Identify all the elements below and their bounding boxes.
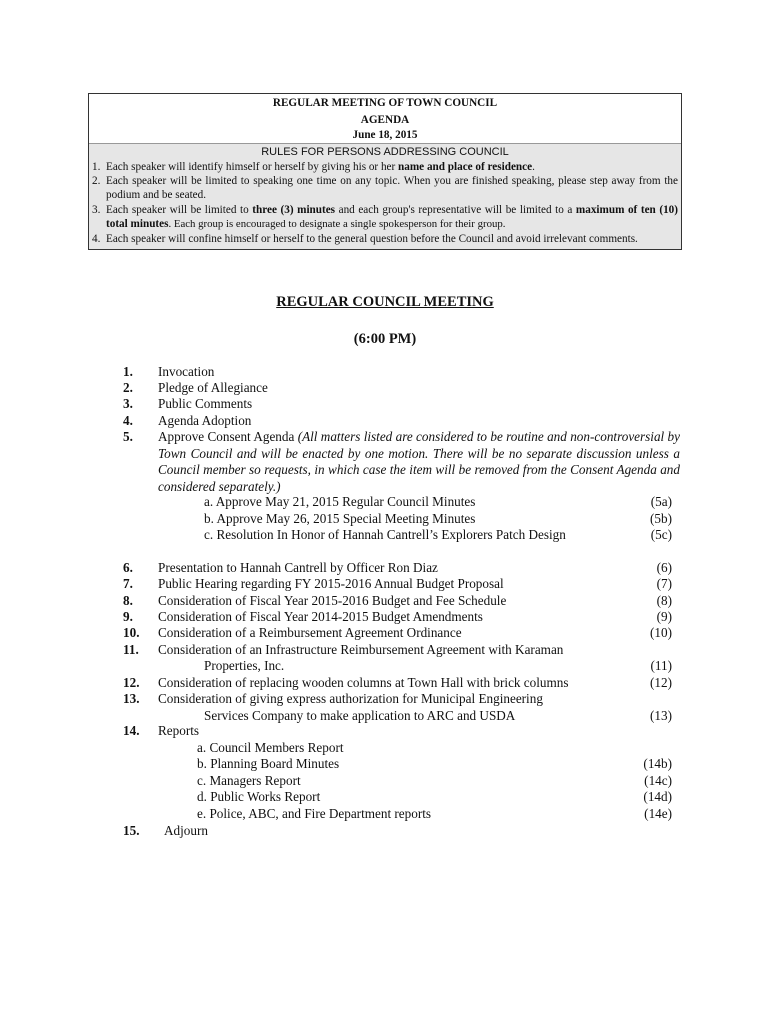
rules-title: RULES FOR PERSONS ADDRESSING COUNCIL xyxy=(261,146,509,159)
agenda-item: 11. Consideration of an Infrastructure Reimbursement Agreement with Karaman xyxy=(123,642,564,657)
agenda-item: 9. Consideration of Fiscal Year 2014-2015 Budget Amendments (9) xyxy=(123,609,672,624)
rule-item: 2. Each speaker will be limited to speaking one time on any topic. When you are finished speaking, please step away from the podium and be seated. xyxy=(92,175,678,202)
consent-note: (All matters listed are considered to be routine and non-controversial by Town Council and will be enacted by one motion. There will be no separate discussion unless a Council member so requests, in which case the item will be removed from the Consent Agenda and considered separately.) xyxy=(158,429,681,494)
rule-item: 3. Each speaker will be limited to three (3) minutes and each group's representative will be limited to a maximum of ten (10) total minutes. Each group is encouraged to designate a single spokesperson for their group. xyxy=(92,203,678,231)
sub-item: a. Approve May 21, 2015 Regular Council Minutes (5a) xyxy=(204,494,672,509)
sub-item: b. Approve May 26, 2015 Special Meeting Minutes (5b) xyxy=(204,511,672,526)
meeting-title: REGULAR COUNCIL MEETING xyxy=(276,294,494,310)
agenda-label: AGENDA xyxy=(360,114,410,127)
agenda-item: 4. Agenda Adoption xyxy=(123,413,252,428)
agenda-item: 3. Public Comments xyxy=(123,396,253,411)
agenda-item: 14. Reports xyxy=(123,723,200,738)
agenda-item-continued: Services Company to make application to ARC and USDA (13) xyxy=(204,708,672,723)
sub-item: b. Planning Board Minutes (14b) xyxy=(197,756,672,771)
rule-item: 1. Each speaker will identify himself or herself by giving his or her name and place of residence. xyxy=(92,160,535,173)
agenda-item: 15. Adjourn xyxy=(123,823,208,838)
agenda-item: 2. Pledge of Allegiance xyxy=(123,380,268,395)
sub-item: e. Police, ABC, and Fire Department reports (14e) xyxy=(197,806,672,821)
agenda-item: 12. Consideration of replacing wooden columns at Town Hall with brick columns (12) xyxy=(123,675,672,690)
rule-item: 4. Each speaker will confine himself or herself to the general question before the Council and avoid irrelevant comments. xyxy=(92,232,638,245)
agenda-item-continued: Properties, Inc. (11) xyxy=(204,658,672,673)
meeting-date: June 18, 2015 xyxy=(352,128,418,141)
agenda-item: 8. Consideration of Fiscal Year 2015-2016 Budget and Fee Schedule (8) xyxy=(123,593,672,608)
rules-header xyxy=(89,94,681,143)
agenda-item: 10. Consideration of a Reimbursement Agreement Ordinance (10) xyxy=(123,625,672,640)
rules-section xyxy=(89,143,681,249)
agenda-item: 6. Presentation to Hannah Cantrell by Officer Ron Diaz (6) xyxy=(123,560,672,575)
sub-item: c. Resolution In Honor of Hannah Cantrell’s Explorers Patch Design (5c) xyxy=(204,527,672,542)
sub-item: c. Managers Report (14c) xyxy=(197,773,672,788)
sub-item: a. Council Members Report xyxy=(197,740,344,755)
meeting-heading: REGULAR MEETING OF TOWN COUNCIL xyxy=(272,97,498,109)
meeting-time: (6:00 PM) xyxy=(353,331,417,347)
agenda-item: 13. Consideration of giving express authorization for Municipal Engineering xyxy=(123,691,543,706)
agenda-item: 7. Public Hearing regarding FY 2015-2016 Annual Budget Proposal (7) xyxy=(123,576,672,591)
sub-item: d. Public Works Report (14d) xyxy=(197,789,672,804)
agenda-item: 1. Invocation xyxy=(123,364,215,379)
rules-box xyxy=(88,93,682,250)
agenda-item: 5. xyxy=(123,429,133,444)
consent-agenda-text: Approve Consent Agenda (All matters listed are considered to be routine and non-controversial by Town Council and will be enacted by one motion. There will be no separate discussion unless a Council member so requests, in which case the item will be removed from the Consent Agenda and considered separately.) xyxy=(158,429,681,494)
